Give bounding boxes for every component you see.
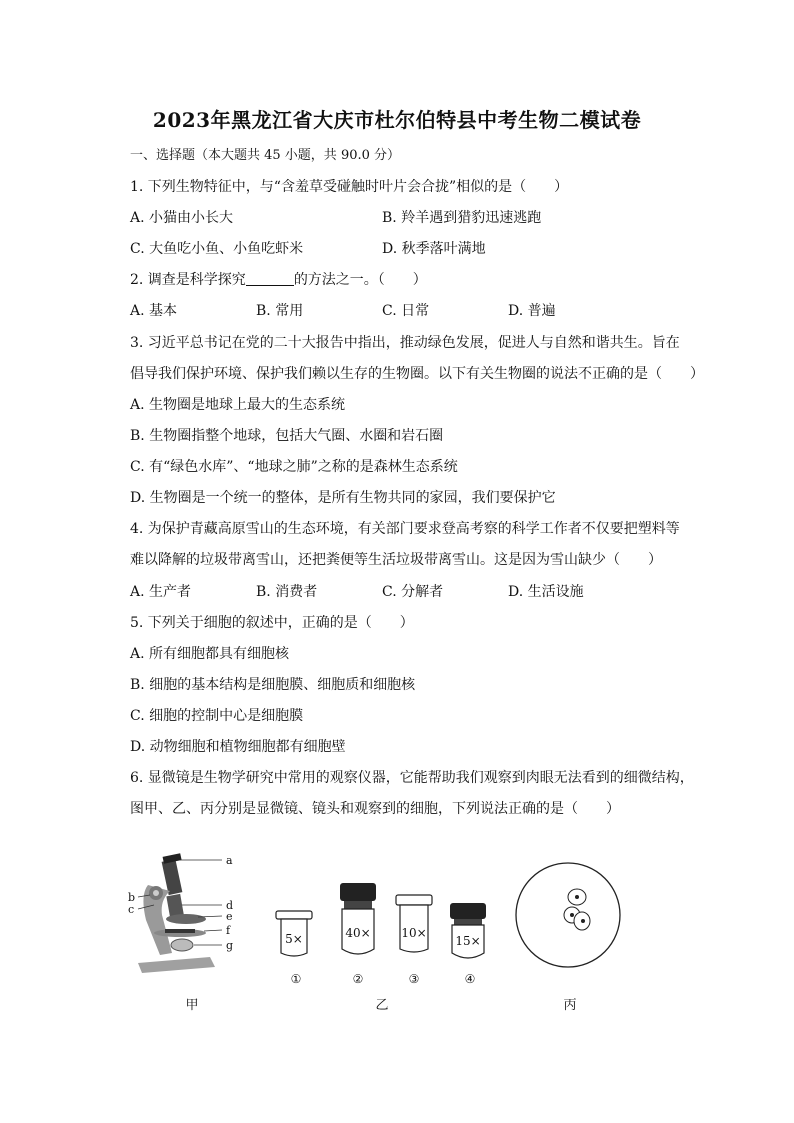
q4-option-c: C. 分解者	[382, 584, 444, 600]
q2-option-b: B. 常用	[256, 303, 304, 319]
question-6-stem-line2: 图甲、乙、丙分别是显微镜、镜头和观察到的细胞，下列说法正确的是（ ）	[130, 801, 620, 817]
question-1-stem: 1. 下列生物特征中，与“含羞草受碰触时叶片会合拢”相似的是（ ）	[130, 179, 569, 195]
q3-option-c: C. 有“绿色水库”、“地球之肺”之称的是森林生态系统	[130, 459, 458, 475]
pointer-label-e: e	[226, 910, 233, 923]
q1-option-b: B. 羚羊遇到猎豹迅速逃跑	[382, 210, 542, 226]
q2-stem-post: 的方法之一。（ ）	[293, 272, 427, 288]
figure-label-bing: 丙	[563, 998, 577, 1013]
q2-option-c: C. 日常	[382, 303, 430, 319]
q5-option-d: D. 动物细胞和植物细胞都有细胞壁	[130, 739, 346, 755]
q1-option-d: D. 秋季落叶满地	[382, 241, 486, 257]
pointer-label-b: b	[128, 891, 136, 904]
lens-power-3: 10×	[401, 926, 427, 940]
lens-number-3: ③	[408, 972, 420, 986]
figure-label-jia: 甲	[185, 998, 199, 1013]
lens-number-1: ①	[290, 972, 302, 986]
question-4-stem-line1: 4. 为保护青藏高原雪山的生态环境，有关部门要求登高考察的科学工作者不仅要把塑料等	[130, 521, 680, 537]
microscope-figure	[110, 845, 710, 1025]
q5-option-b: B. 细胞的基本结构是细胞膜、细胞质和细胞核	[130, 677, 416, 693]
q5-option-c: C. 细胞的控制中心是细胞膜	[130, 708, 304, 724]
lens-number-2: ②	[352, 972, 364, 986]
q3-option-d: D. 生物圈是一个统一的整体，是所有生物共同的家园，我们要保护它	[130, 490, 556, 506]
lens-eyepiece-10x	[396, 895, 432, 952]
question-2-stem	[130, 269, 427, 289]
lens-power-4: 15×	[455, 934, 481, 948]
pointer-label-c: c	[128, 903, 135, 916]
q4-option-d: D. 生活设施	[508, 584, 584, 600]
q2-fill-blank	[246, 271, 294, 286]
pointer-label-g: g	[226, 939, 234, 952]
q3-option-a: A. 生物圈是地球上最大的生态系统	[130, 397, 346, 413]
pointer-label-d: d	[226, 899, 234, 912]
page-title: 2023年黑龙江省大庆市杜尔伯特县中考生物二模试卷	[152, 108, 642, 132]
section-heading: 一、选择题（本大题共 45 小题，共 90.0 分）	[130, 148, 401, 163]
q5-option-a: A. 所有细胞都具有细胞核	[130, 646, 290, 662]
question-3-stem-line1: 3. 习近平总书记在党的二十大报告中指出，推动绿色发展，促进人与自然和谐共生。旨在	[130, 335, 680, 351]
q2-stem-pre: 2. 调查是科学探究	[130, 272, 246, 288]
question-3-stem-line2: 倡导我们保护环境、保护我们赖以生存的生物圈。以下有关生物圈的说法不正确的是（ ）	[130, 366, 704, 382]
q1-option-a: A. 小猫由小长大	[130, 210, 234, 226]
question-4-stem-line2: 难以降解的垃圾带离雪山，还把粪便等生活垃圾带离雪山。这是因为雪山缺少（ ）	[130, 552, 662, 568]
microscope-illustration	[138, 853, 222, 973]
lens-power-1: 5×	[285, 932, 303, 946]
lens-objective-15x	[450, 903, 486, 958]
q4-option-a: A. 生产者	[130, 584, 192, 600]
lens-power-2: 40×	[345, 926, 371, 940]
field-of-view	[516, 863, 620, 967]
q4-option-b: B. 消费者	[256, 584, 318, 600]
q3-option-b: B. 生物圈指整个地球，包括大气圈、水圈和岩石圈	[130, 428, 444, 444]
question-6-stem-line1: 6. 显微镜是生物学研究中常用的观察仪器，它能帮助我们观察到肉眼无法看到的细微结构，	[130, 770, 694, 786]
figure-label-yi: 乙	[375, 998, 389, 1013]
q2-option-d: D. 普遍	[508, 303, 556, 319]
q1-option-c: C. 大鱼吃小鱼、小鱼吃虾米	[130, 241, 304, 257]
pointer-label-f: f	[226, 924, 231, 937]
lens-number-4: ④	[464, 972, 476, 986]
lens-objective-40x	[340, 883, 376, 954]
pointer-label-a: a	[226, 854, 233, 867]
question-5-stem: 5. 下列关于细胞的叙述中，正确的是（ ）	[130, 615, 414, 631]
q2-option-a: A. 基本	[130, 303, 178, 319]
